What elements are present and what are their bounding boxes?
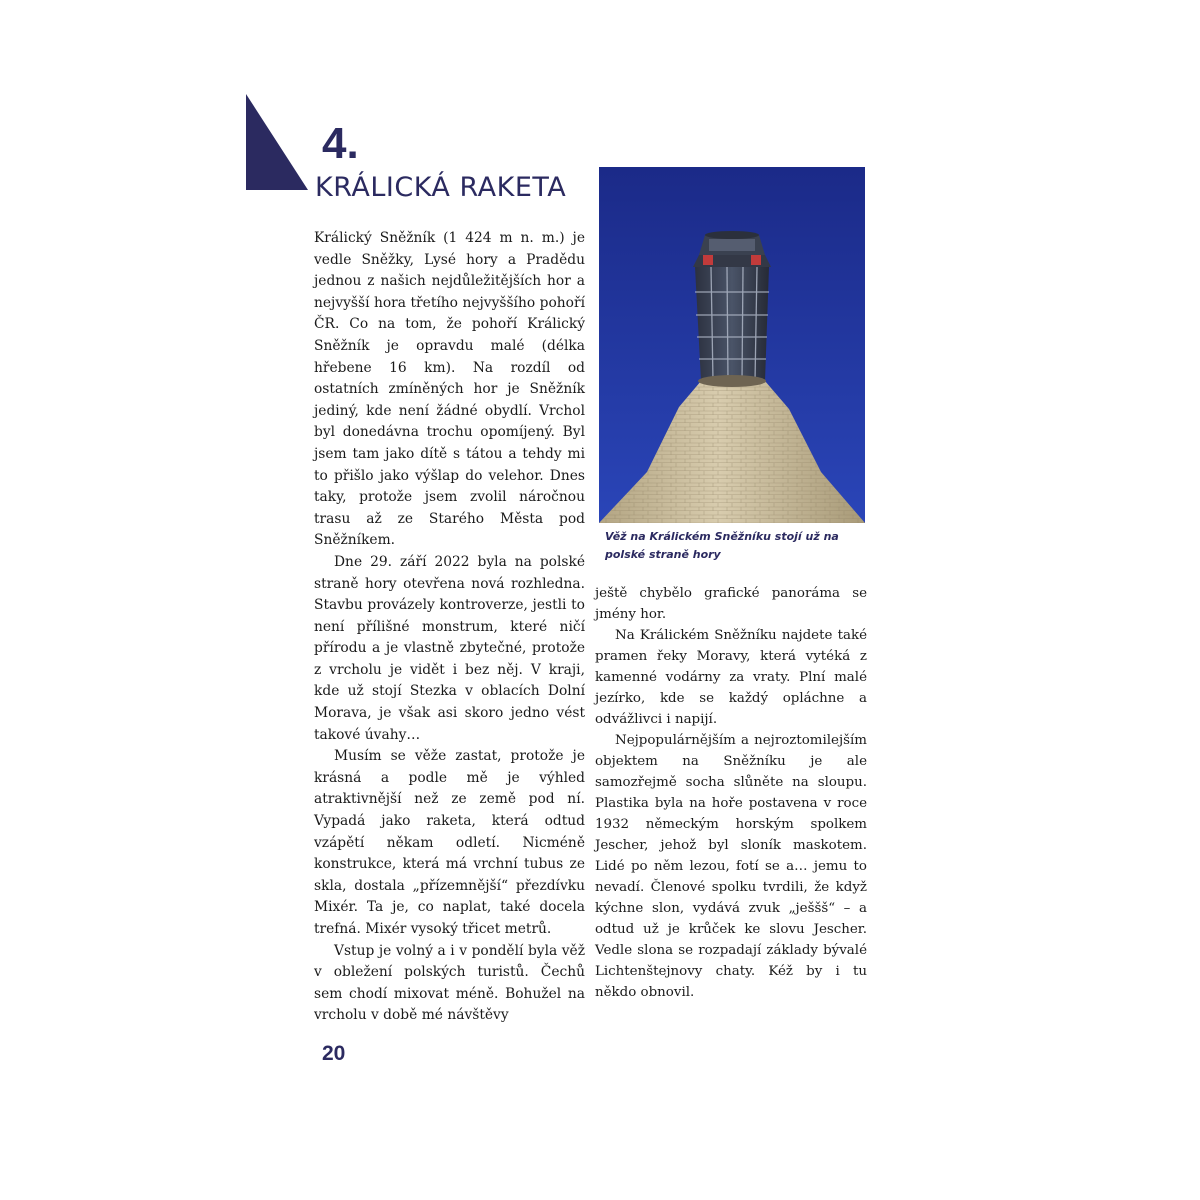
paragraph: Na Králickém Sněžníku najdete také pramen řeky Moravy, která vytéká z kamenné vodárny za vraty. Plní malé jezírko, kde se každý opláchne a odvážlivci i napijí. [595, 628, 867, 727]
left-text-column [314, 228, 585, 1027]
page-number: 20 [322, 1042, 346, 1065]
right-text-column [595, 583, 867, 1003]
paragraph: ještě chybělo grafické panoráma se jmény hor. [595, 586, 867, 622]
paragraph: Nejpopulárnějším a nejroztomilejším objektem na Sněžníku je ale samozřejmě socha slůněte na sloupu. Plastika byla na hoře postavena v roce 1932 německým horským spolkem Jescher, jehož byl sloník maskotem. Lidé po něm lezou, fotí se a… jemu to nevadí. Členové spolku tvrdili, že když kýchne slon, vydává zvuk „ješšš“ – a odtud už je krůček ke slovu Jescher. Vedle slona se rozpadají základy bývalé Lichtenštejnovy chaty. Kéž by i tu někdo obnovil. [595, 733, 867, 1000]
chapter-number: 4. [322, 119, 359, 168]
paragraph: Vstup je volný a i v pondělí byla věž v obležení polských turistů. Čechů sem chodí mixovat méně. Bohužel na vrcholu v době mé návštěvy [314, 942, 585, 1024]
chapter-title: KRÁLICKÁ RAKETA [315, 172, 567, 203]
paragraph: Dne 29. září 2022 byla na polské straně hory otevřena nová rozhledna. Stavbu provázely kontroverze, jestli to není přílišné monstrum, které ničí přírodu a je vlastně zbytečné, protože z vrcholu je vidět i bez něj. V kraji, kde už stojí Stezka v oblacích Dolní Morava, je však asi skoro jedno vést takové úvahy… [314, 553, 585, 743]
tower-photo [599, 167, 865, 523]
corner-triangle-decoration [246, 94, 308, 190]
photo-caption: Věž na Králickém Sněžníku stojí už na polské straně hory [605, 530, 839, 561]
paragraph: Musím se věže zastat, protože je krásná a podle mě je výhled atraktivnější než ze země pod ní. Vypadá jako raketa, která odtud vzápětí někam odletí. Nicméně konstrukce, která má vrchní tubus ze skla, dostala „přízemnější“ přezdívku Mixér. Ta je, co naplat, také docela trefná. Mixér vysoký třicet metrů. [314, 748, 585, 937]
paragraph: Králický Sněžník (1 424 m n. m.) je vedle Sněžky, Lysé hory a Pradědu jednou z našich nejdůležitějších hor a nejvyšší hora třetího nejvyššího pohoří ČR. Co na tom, že pohoří Králický Sněžník je opravdu malé (délka hřebene 16 km). Na rozdíl od ostatních zmíněných hor je Sněžník jediný, kde není žádné obydlí. Vrchol byl donedávna trochu opomíjený. Byl jsem tam jako dítě s tátou a tehdy mi to přišlo jako výšlap do velehor. Dnes taky, protože jsem zvolil náročnou trasu až ze Starého Města pod Sněžníkem. [314, 230, 585, 549]
